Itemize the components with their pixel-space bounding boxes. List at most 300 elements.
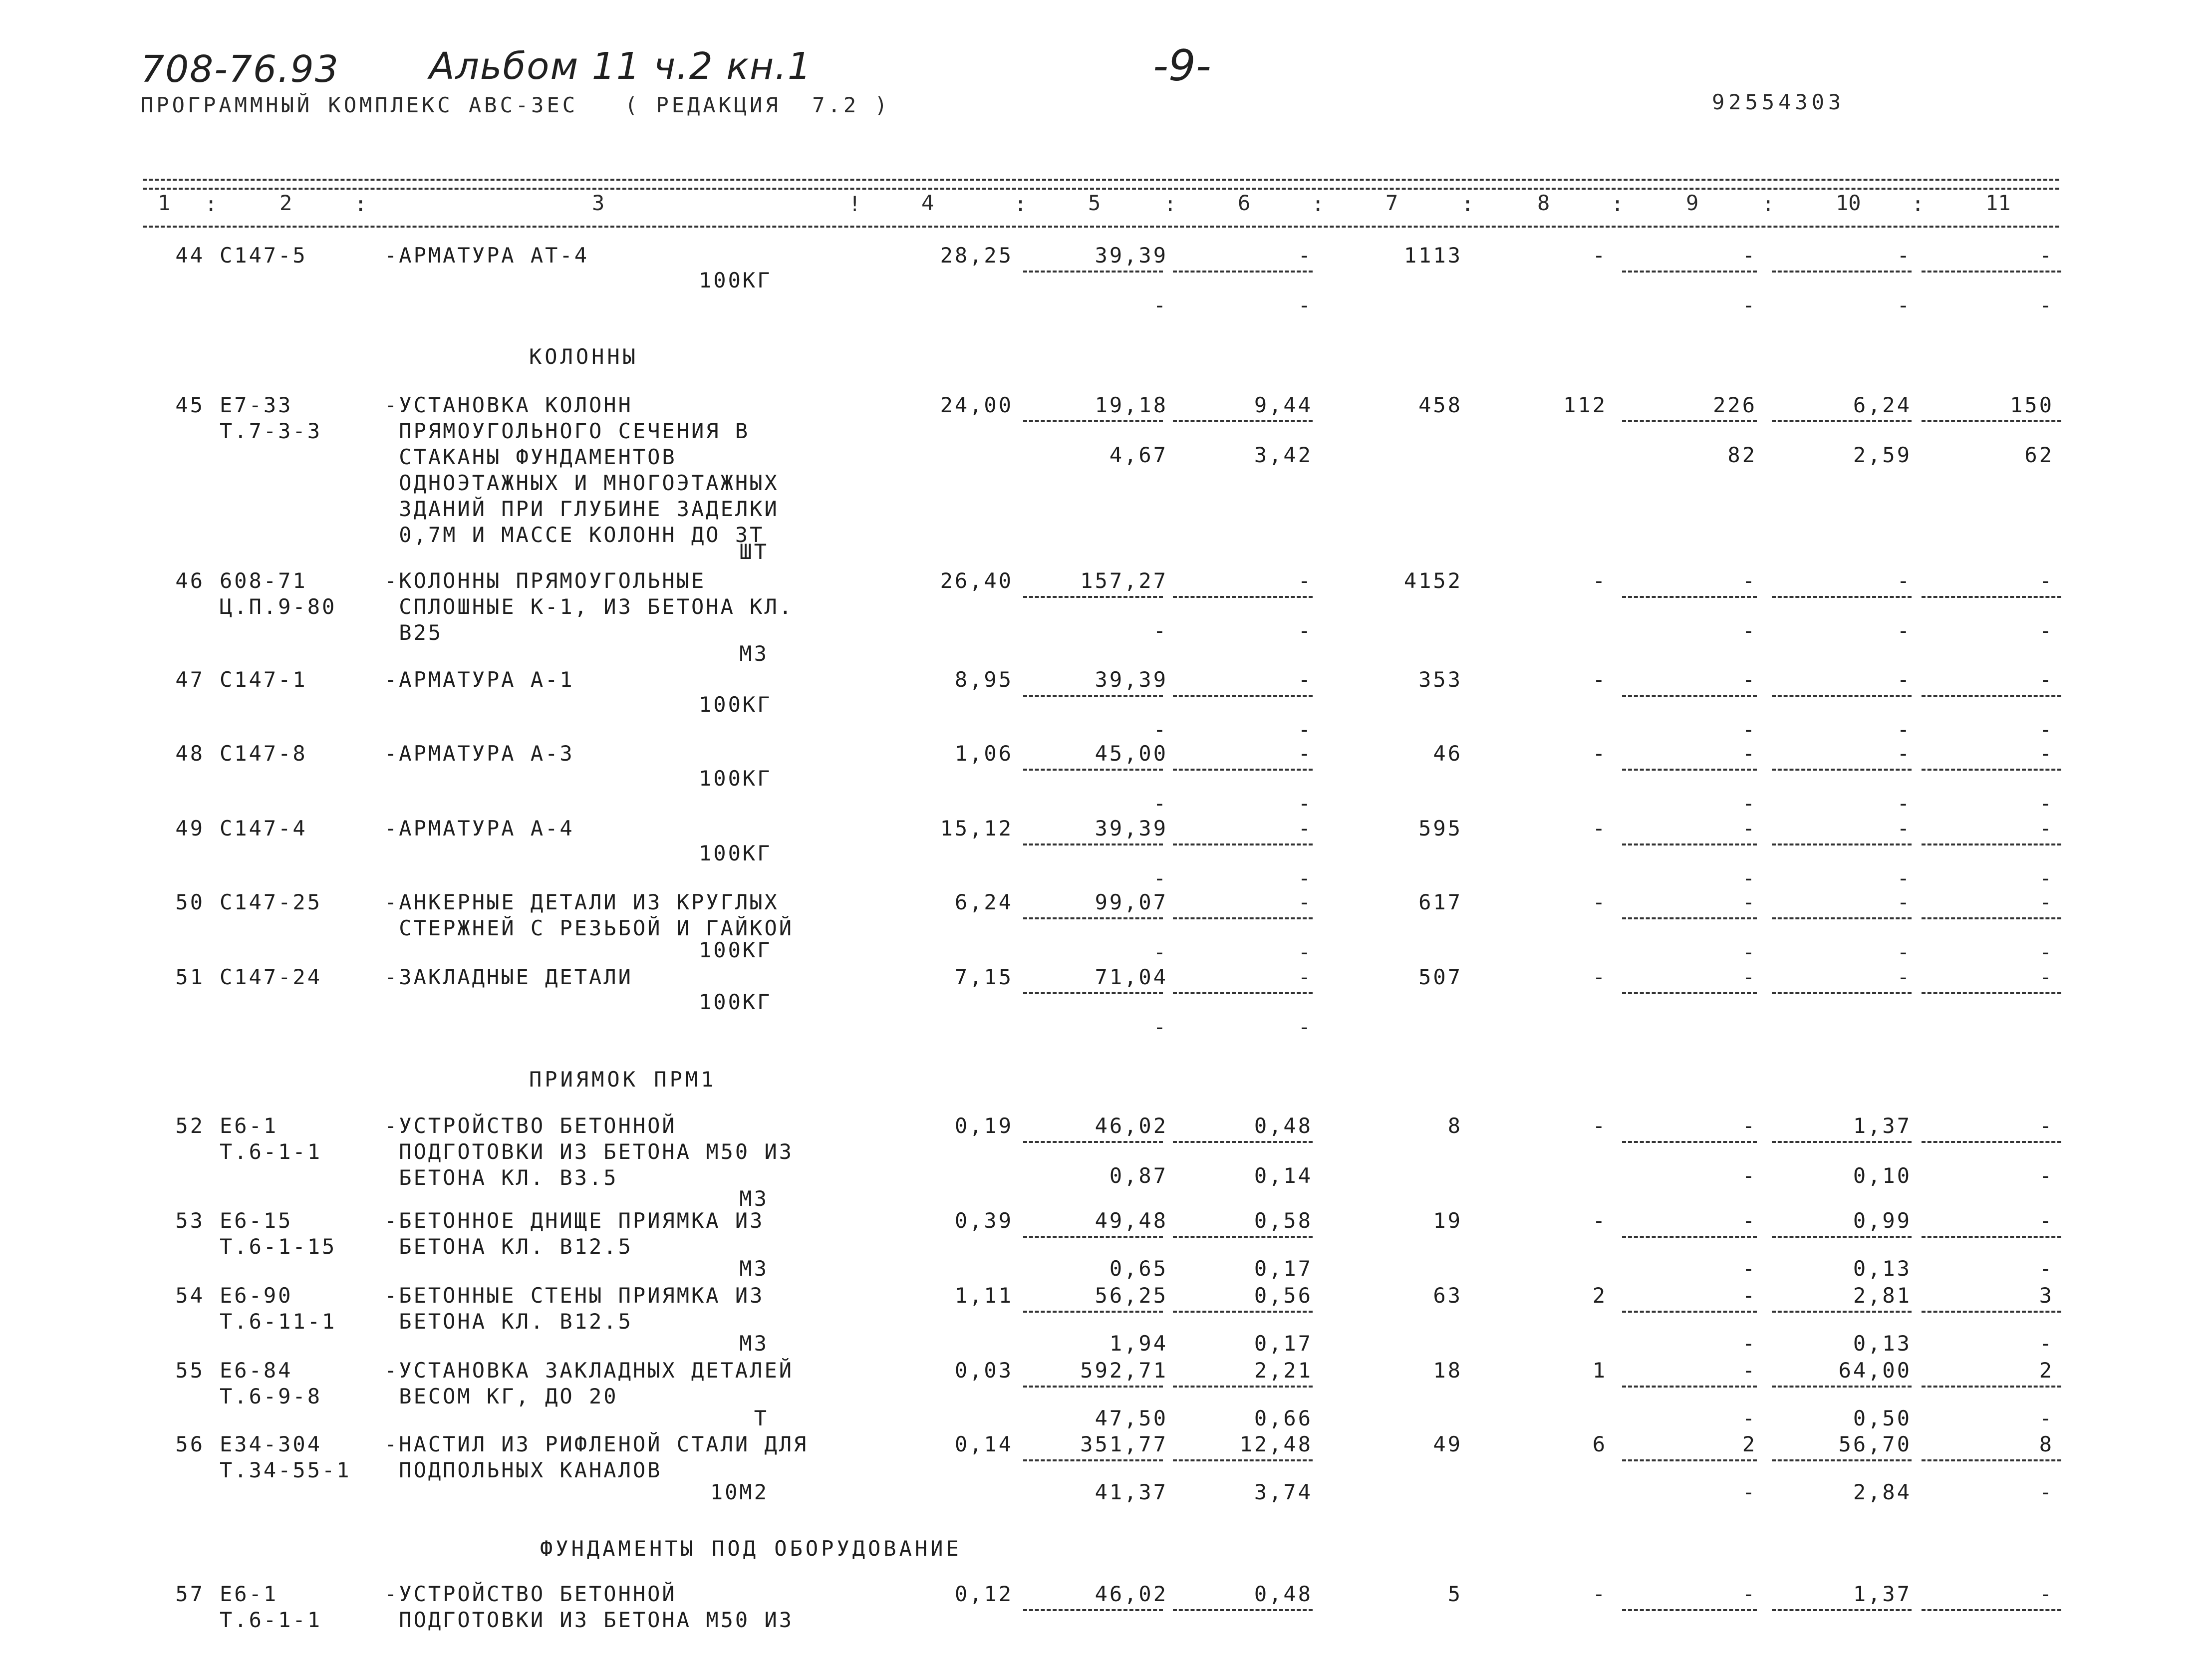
unit-wage-value: - — [1298, 568, 1313, 593]
table-row — [0, 889, 2211, 964]
unit-wage-value: 9,44 — [1254, 393, 1313, 417]
column-10-lower-value: 0,13 — [1853, 1331, 1912, 1356]
cell-divider-line — [1622, 1311, 1757, 1313]
cell-divider-line — [1922, 1141, 2061, 1143]
rate-code: С147-5 — [220, 243, 307, 268]
unit-machine-wage-value: - — [1298, 866, 1313, 890]
unit-machine-cost-value: 0,87 — [1109, 1163, 1168, 1188]
header-rule-second — [143, 188, 2059, 190]
quantity-value: 26,40 — [940, 568, 1013, 593]
total-cost-value: 46 — [1433, 741, 1462, 766]
total-cost-value: 595 — [1418, 816, 1462, 840]
cell-divider-line — [1922, 917, 2061, 919]
quantity-value: 0,03 — [954, 1358, 1013, 1383]
unit-machine-cost-value: 1,94 — [1109, 1331, 1168, 1356]
cell-divider-line — [1622, 1141, 1757, 1143]
cell-divider-line — [1772, 917, 1912, 919]
unit-cost-value: 351,77 — [1080, 1432, 1168, 1456]
cell-divider-line — [1173, 271, 1313, 273]
unit-of-measure: ШТ — [739, 540, 769, 564]
column-11-lower-value: - — [2039, 791, 2054, 816]
rate-reference: Т.6-1-15 — [220, 1234, 337, 1259]
column-9-lower-value: - — [1742, 866, 1757, 890]
row-number: 51 — [175, 965, 205, 989]
column-9-value: - — [1742, 568, 1757, 593]
cell-divider-line — [1922, 769, 2061, 771]
column-11-value: - — [2039, 243, 2054, 268]
work-description: -ЗАКЛАДНЫЕ ДЕТАЛИ — [384, 965, 633, 989]
header-rule-top — [143, 179, 2059, 181]
cell-divider-line — [1772, 769, 1912, 771]
rate-code: 608-71 — [220, 568, 307, 593]
cell-divider-line — [1622, 769, 1757, 771]
row-number: 55 — [175, 1358, 205, 1383]
table-row — [0, 964, 2211, 1039]
work-description: -УСТРОЙСТВО БЕТОННОЙ ПОДГОТОВКИ ИЗ БЕТОНА М50 ИЗ БЕТОНА КЛ. В3.5 — [384, 1114, 794, 1190]
column-9-value: - — [1742, 965, 1757, 989]
unit-machine-cost-value: 47,50 — [1095, 1406, 1168, 1430]
col-separator: : — [1014, 192, 1027, 216]
unit-of-measure: 100КГ — [699, 766, 772, 791]
total-cost-value: 353 — [1418, 667, 1462, 692]
row-number: 56 — [175, 1432, 205, 1456]
column-11-lower-value: - — [2039, 1331, 2054, 1356]
cell-divider-line — [1173, 695, 1313, 697]
unit-machine-cost-value: - — [1153, 1015, 1168, 1039]
unit-of-measure: 100КГ — [699, 938, 772, 962]
quantity-value: 7,15 — [954, 965, 1013, 989]
unit-wage-value: - — [1298, 741, 1313, 766]
cell-divider-line — [1772, 1141, 1912, 1143]
rate-reference: Т.7-3-3 — [220, 419, 322, 443]
cell-divider-line — [1173, 1141, 1313, 1143]
work-description: -УСТАНОВКА КОЛОНН ПРЯМОУГОЛЬНОГО СЕЧЕНИЯ В СТАКАНЫ ФУНДАМЕНТОВ ОДНОЭТАЖНЫХ И МНОГОЭТАЖНЫХ ЗДАНИЙ ПРИ ГЛУБИНЕ ЗАДЕЛКИ 0,7М И МАССЕ КОЛОНН ДО 3Т — [384, 393, 779, 547]
unit-of-measure: 10М2 — [710, 1480, 769, 1504]
rate-reference: Т.6-1-1 — [220, 1608, 322, 1632]
col-header-10: 10 — [1836, 191, 1861, 215]
cell-divider-line — [1173, 1386, 1313, 1388]
column-11-value: 150 — [2010, 393, 2054, 417]
column-11-value: - — [2039, 1208, 2054, 1233]
unit-wage-value: 2,21 — [1254, 1358, 1313, 1383]
quantity-value: 28,25 — [940, 243, 1013, 268]
rate-reference: Ц.П.9-80 — [220, 594, 337, 619]
col-header-7: 7 — [1385, 191, 1398, 215]
rate-reference: Т.6-11-1 — [220, 1309, 337, 1334]
cell-divider-line — [1922, 1459, 2061, 1461]
column-10-lower-value: - — [1897, 717, 1912, 742]
cell-divider-line — [1173, 596, 1313, 598]
column-9-value: - — [1742, 890, 1757, 914]
cell-divider-line — [1622, 917, 1757, 919]
column-11-lower-value: - — [2039, 293, 2054, 317]
unit-machine-wage-value: - — [1298, 717, 1313, 742]
column-10-value: - — [1897, 741, 1912, 766]
col-separator: : — [1611, 192, 1624, 216]
row-number: 52 — [175, 1114, 205, 1138]
rate-reference: Т.6-9-8 — [220, 1384, 322, 1408]
unit-cost-value: 39,39 — [1095, 243, 1168, 268]
unit-cost-value: 39,39 — [1095, 816, 1168, 840]
unit-wage-value: - — [1298, 667, 1313, 692]
quantity-value: 8,95 — [954, 667, 1013, 692]
total-wage-value: 2 — [1592, 1283, 1607, 1308]
cell-divider-line — [1622, 420, 1757, 422]
column-11-lower-value: - — [2039, 1480, 2054, 1504]
rate-code: С147-4 — [220, 816, 307, 840]
cell-divider-line — [1023, 695, 1163, 697]
row-number: 57 — [175, 1582, 205, 1606]
cell-divider-line — [1922, 1311, 2061, 1313]
col-separator: : — [1912, 192, 1925, 216]
unit-machine-wage-value: - — [1298, 618, 1313, 643]
quantity-value: 1,11 — [954, 1283, 1013, 1308]
unit-machine-wage-value: 0,14 — [1254, 1163, 1313, 1188]
column-9-value: - — [1742, 243, 1757, 268]
column-10-value: 1,37 — [1853, 1582, 1912, 1606]
unit-wage-value: 0,56 — [1254, 1283, 1313, 1308]
cell-divider-line — [1622, 271, 1757, 273]
column-10-value: - — [1897, 667, 1912, 692]
cell-divider-line — [1023, 1236, 1163, 1238]
total-cost-value: 5 — [1447, 1582, 1462, 1606]
column-11-value: - — [2039, 816, 2054, 840]
rate-code: Е6-1 — [220, 1114, 278, 1138]
work-description: -АРМАТУРА А-3 — [384, 741, 574, 766]
cell-divider-line — [1622, 1386, 1757, 1388]
col-header-3: 3 — [592, 191, 605, 215]
col-separator: : — [1762, 192, 1775, 216]
unit-of-measure: М3 — [739, 1331, 769, 1356]
rate-code: Е6-84 — [220, 1358, 293, 1383]
column-9-lower-value: - — [1742, 717, 1757, 742]
total-wage-value: - — [1592, 1114, 1607, 1138]
column-9-lower-value: - — [1742, 940, 1757, 964]
cell-divider-line — [1922, 1236, 2061, 1238]
column-11-lower-value: - — [2039, 1256, 2054, 1281]
column-10-value: - — [1897, 568, 1912, 593]
quantity-value: 0,14 — [954, 1432, 1013, 1456]
unit-cost-value: 46,02 — [1095, 1114, 1168, 1138]
cell-divider-line — [1772, 1386, 1912, 1388]
rate-code: Е7-33 — [220, 393, 293, 417]
unit-machine-cost-value: 4,67 — [1109, 443, 1168, 467]
rate-code: С147-24 — [220, 965, 322, 989]
cell-divider-line — [1173, 1459, 1313, 1461]
column-9-value: - — [1742, 667, 1757, 692]
rate-code: С147-25 — [220, 890, 322, 914]
column-9-value: 2 — [1742, 1432, 1757, 1456]
cell-divider-line — [1173, 420, 1313, 422]
unit-cost-value: 71,04 — [1095, 965, 1168, 989]
section-title-columns: КОЛОННЫ — [529, 344, 639, 369]
unit-machine-cost-value: - — [1153, 866, 1168, 890]
rate-code: Е6-1 — [220, 1582, 278, 1606]
unit-wage-value: 0,48 — [1254, 1114, 1313, 1138]
column-10-lower-value: 0,10 — [1853, 1163, 1912, 1188]
document-number: 92554303 — [1712, 90, 1845, 114]
column-10-lower-value: 2,84 — [1853, 1480, 1912, 1504]
column-10-lower-value: 2,59 — [1853, 443, 1912, 467]
unit-machine-wage-value: 3,42 — [1254, 443, 1313, 467]
column-10-value: 0,99 — [1853, 1208, 1912, 1233]
cell-divider-line — [1922, 1609, 2061, 1611]
total-cost-value: 1113 — [1403, 243, 1462, 268]
work-description: -АРМАТУРА А-4 — [384, 816, 574, 840]
work-description: -БЕТОННОЕ ДНИЩЕ ПРИЯМКА ИЗ БЕТОНА КЛ. В12.5 — [384, 1208, 765, 1259]
total-cost-value: 18 — [1433, 1358, 1462, 1383]
unit-of-measure: 100КГ — [699, 268, 772, 292]
col-separator: : — [1164, 192, 1177, 216]
col-header-6: 6 — [1238, 191, 1251, 215]
cell-divider-line — [1173, 769, 1313, 771]
col-header-11: 11 — [1985, 191, 2011, 215]
row-number: 44 — [175, 243, 205, 268]
cell-divider-line — [1023, 596, 1163, 598]
column-9-lower-value: - — [1742, 293, 1757, 317]
unit-of-measure: Т — [754, 1406, 769, 1430]
total-wage-value: - — [1592, 965, 1607, 989]
col-separator: ! — [848, 192, 861, 216]
column-10-value: 64,00 — [1838, 1358, 1912, 1383]
column-9-value: 226 — [1713, 393, 1757, 417]
column-10-value: - — [1897, 965, 1912, 989]
work-description: -УСТАНОВКА ЗАКЛАДНЫХ ДЕТАЛЕЙ ВЕСОМ КГ, ДО 20 — [384, 1358, 794, 1408]
cell-divider-line — [1173, 1311, 1313, 1313]
col-header-8: 8 — [1537, 191, 1550, 215]
unit-machine-wage-value: - — [1298, 940, 1313, 964]
column-10-value: 6,24 — [1853, 393, 1912, 417]
row-number: 48 — [175, 741, 205, 766]
column-9-lower-value: - — [1742, 1406, 1757, 1430]
column-11-lower-value: - — [2039, 866, 2054, 890]
handwritten-album-label: Альбом 11 ч.2 кн.1 — [429, 45, 813, 88]
col-separator: : — [205, 192, 218, 216]
rate-code: С147-8 — [220, 741, 307, 766]
cell-divider-line — [1772, 695, 1912, 697]
column-11-lower-value: - — [2039, 1406, 2054, 1430]
quantity-value: 6,24 — [954, 890, 1013, 914]
column-9-value: - — [1742, 741, 1757, 766]
cell-divider-line — [1622, 992, 1757, 994]
column-9-lower-value: - — [1742, 1256, 1757, 1281]
quantity-value: 1,06 — [954, 741, 1013, 766]
cell-divider-line — [1922, 596, 2061, 598]
col-separator: : — [354, 192, 367, 216]
row-number: 53 — [175, 1208, 205, 1233]
unit-cost-value: 49,48 — [1095, 1208, 1168, 1233]
row-number: 45 — [175, 393, 205, 417]
total-wage-value: - — [1592, 568, 1607, 593]
unit-machine-cost-value: - — [1153, 940, 1168, 964]
unit-machine-wage-value: - — [1298, 293, 1313, 317]
total-wage-value: - — [1592, 667, 1607, 692]
col-header-9: 9 — [1686, 191, 1699, 215]
column-10-lower-value: - — [1897, 618, 1912, 643]
cell-divider-line — [1023, 992, 1163, 994]
unit-wage-value: - — [1298, 965, 1313, 989]
total-cost-value: 49 — [1433, 1432, 1462, 1456]
unit-machine-wage-value: 0,17 — [1254, 1331, 1313, 1356]
total-wage-value: 6 — [1592, 1432, 1607, 1456]
total-cost-value: 63 — [1433, 1283, 1462, 1308]
quantity-value: 24,00 — [940, 393, 1013, 417]
total-cost-value: 19 — [1433, 1208, 1462, 1233]
unit-wage-value: - — [1298, 816, 1313, 840]
total-wage-value: - — [1592, 1208, 1607, 1233]
unit-cost-value: 157,27 — [1080, 568, 1168, 593]
unit-cost-value: 592,71 — [1080, 1358, 1168, 1383]
column-11-value: - — [2039, 965, 2054, 989]
cell-divider-line — [1023, 917, 1163, 919]
column-11-value: - — [2039, 890, 2054, 914]
cell-divider-line — [1173, 1236, 1313, 1238]
software-subtitle: ПРОГРАММНЫЙ КОМПЛЕКС АВС-3ЕС ( РЕДАКЦИЯ 7.2 ) — [141, 93, 890, 117]
quantity-value: 0,12 — [954, 1582, 1013, 1606]
cell-divider-line — [1922, 420, 2061, 422]
cell-divider-line — [1023, 1609, 1163, 1611]
total-wage-value: 1 — [1592, 1358, 1607, 1383]
column-9-lower-value: - — [1742, 1331, 1757, 1356]
column-10-value: 1,37 — [1853, 1114, 1912, 1138]
cell-divider-line — [1023, 420, 1163, 422]
cell-divider-line — [1622, 596, 1757, 598]
table-row — [0, 1431, 2211, 1504]
rate-code: Е6-15 — [220, 1208, 293, 1233]
column-11-lower-value: 62 — [2024, 443, 2054, 467]
column-9-value: - — [1742, 816, 1757, 840]
unit-wage-value: - — [1298, 243, 1313, 268]
cell-divider-line — [1173, 1609, 1313, 1611]
section-title-equipment-foundations: ФУНДАМЕНТЫ ПОД ОБОРУДОВАНИЕ — [540, 1536, 962, 1561]
total-cost-value: 507 — [1418, 965, 1462, 989]
work-description: -КОЛОННЫ ПРЯМОУГОЛЬНЫЕ СПЛОШНЫЕ К-1, ИЗ БЕТОНА КЛ. В25 — [384, 568, 794, 645]
unit-machine-cost-value: - — [1153, 618, 1168, 643]
row-number: 50 — [175, 890, 205, 914]
table-row — [0, 1113, 2211, 1211]
cell-divider-line — [1922, 271, 2061, 273]
column-11-value: 2 — [2039, 1358, 2054, 1383]
column-9-lower-value: - — [1742, 1163, 1757, 1188]
cell-divider-line — [1023, 1141, 1163, 1143]
cell-divider-line — [1622, 1459, 1757, 1461]
column-11-value: - — [2039, 1582, 2054, 1606]
work-description: -АНКЕРНЫЕ ДЕТАЛИ ИЗ КРУГЛЫХ СТЕРЖНЕЙ С РЕЗЬБОЙ И ГАЙКОЙ — [384, 890, 794, 940]
cell-divider-line — [1023, 1311, 1163, 1313]
unit-wage-value: 0,48 — [1254, 1582, 1313, 1606]
column-10-lower-value: - — [1897, 866, 1912, 890]
unit-cost-value: 99,07 — [1095, 890, 1168, 914]
unit-machine-wage-value: 3,74 — [1254, 1480, 1313, 1504]
work-description: -АРМАТУРА АТ-4 — [384, 243, 589, 268]
cell-divider-line — [1023, 1459, 1163, 1461]
unit-wage-value: 12,48 — [1239, 1432, 1313, 1456]
table-row — [0, 392, 2211, 564]
total-cost-value: 458 — [1418, 393, 1462, 417]
row-number: 49 — [175, 816, 205, 840]
unit-of-measure: М3 — [739, 1186, 769, 1211]
cell-divider-line — [1023, 843, 1163, 845]
unit-machine-cost-value: - — [1153, 293, 1168, 317]
column-10-value: - — [1897, 243, 1912, 268]
unit-of-measure: 100КГ — [699, 990, 772, 1014]
column-10-value: - — [1897, 890, 1912, 914]
unit-cost-value: 45,00 — [1095, 741, 1168, 766]
column-9-value: - — [1742, 1114, 1757, 1138]
column-11-lower-value: - — [2039, 717, 2054, 742]
unit-machine-wage-value: - — [1298, 1015, 1313, 1039]
column-11-value: - — [2039, 1114, 2054, 1138]
total-wage-value: - — [1592, 890, 1607, 914]
unit-cost-value: 39,39 — [1095, 667, 1168, 692]
column-9-lower-value: - — [1742, 791, 1757, 816]
col-separator: : — [1312, 192, 1325, 216]
unit-of-measure: М3 — [739, 1256, 769, 1281]
col-separator: : — [1461, 192, 1474, 216]
unit-cost-value: 56,25 — [1095, 1283, 1168, 1308]
unit-of-measure: 100КГ — [699, 841, 772, 865]
rate-code: Е34-304 — [220, 1432, 322, 1456]
rate-reference: Т.34-55-1 — [220, 1458, 351, 1482]
total-wage-value: - — [1592, 243, 1607, 268]
column-11-lower-value: - — [2039, 618, 2054, 643]
row-number: 47 — [175, 667, 205, 692]
cell-divider-line — [1772, 992, 1912, 994]
cell-divider-line — [1622, 1236, 1757, 1238]
unit-wage-value: 0,58 — [1254, 1208, 1313, 1233]
column-9-value: - — [1742, 1582, 1757, 1606]
column-10-lower-value: - — [1897, 791, 1912, 816]
total-wage-value: - — [1592, 816, 1607, 840]
quantity-value: 0,19 — [954, 1114, 1013, 1138]
row-number: 54 — [175, 1283, 205, 1308]
rate-code: С147-1 — [220, 667, 307, 692]
unit-machine-cost-value: - — [1153, 791, 1168, 816]
unit-cost-value: 46,02 — [1095, 1582, 1168, 1606]
unit-machine-wage-value: 0,17 — [1254, 1256, 1313, 1281]
cell-divider-line — [1023, 769, 1163, 771]
unit-cost-value: 19,18 — [1095, 393, 1168, 417]
cell-divider-line — [1023, 1386, 1163, 1388]
column-11-value: - — [2039, 667, 2054, 692]
unit-machine-cost-value: - — [1153, 717, 1168, 742]
cell-divider-line — [1772, 1311, 1912, 1313]
row-number: 46 — [175, 568, 205, 593]
total-wage-value: - — [1592, 741, 1607, 766]
column-11-value: 3 — [2039, 1283, 2054, 1308]
work-description: -БЕТОННЫЕ СТЕНЫ ПРИЯМКА ИЗ БЕТОНА КЛ. В12.5 — [384, 1283, 765, 1334]
quantity-value: 15,12 — [940, 816, 1013, 840]
total-cost-value: 617 — [1418, 890, 1462, 914]
column-11-lower-value: - — [2039, 1163, 2054, 1188]
cell-divider-line — [1023, 271, 1163, 273]
cell-divider-line — [1173, 992, 1313, 994]
column-11-value: 8 — [2039, 1432, 2054, 1456]
cell-divider-line — [1922, 843, 2061, 845]
cell-divider-line — [1772, 596, 1912, 598]
table-row — [0, 1581, 2211, 1632]
column-9-value: - — [1742, 1358, 1757, 1383]
column-9-value: - — [1742, 1208, 1757, 1233]
column-10-value: 2,81 — [1853, 1283, 1912, 1308]
unit-of-measure: М3 — [739, 641, 769, 666]
work-description: -УСТРОЙСТВО БЕТОННОЙ ПОДГОТОВКИ ИЗ БЕТОНА М50 ИЗ — [384, 1582, 794, 1632]
header-rule-bottom — [143, 226, 2059, 228]
cell-divider-line — [1922, 695, 2061, 697]
unit-of-measure: 100КГ — [699, 692, 772, 717]
rate-code: Е6-90 — [220, 1283, 293, 1308]
column-11-value: - — [2039, 741, 2054, 766]
